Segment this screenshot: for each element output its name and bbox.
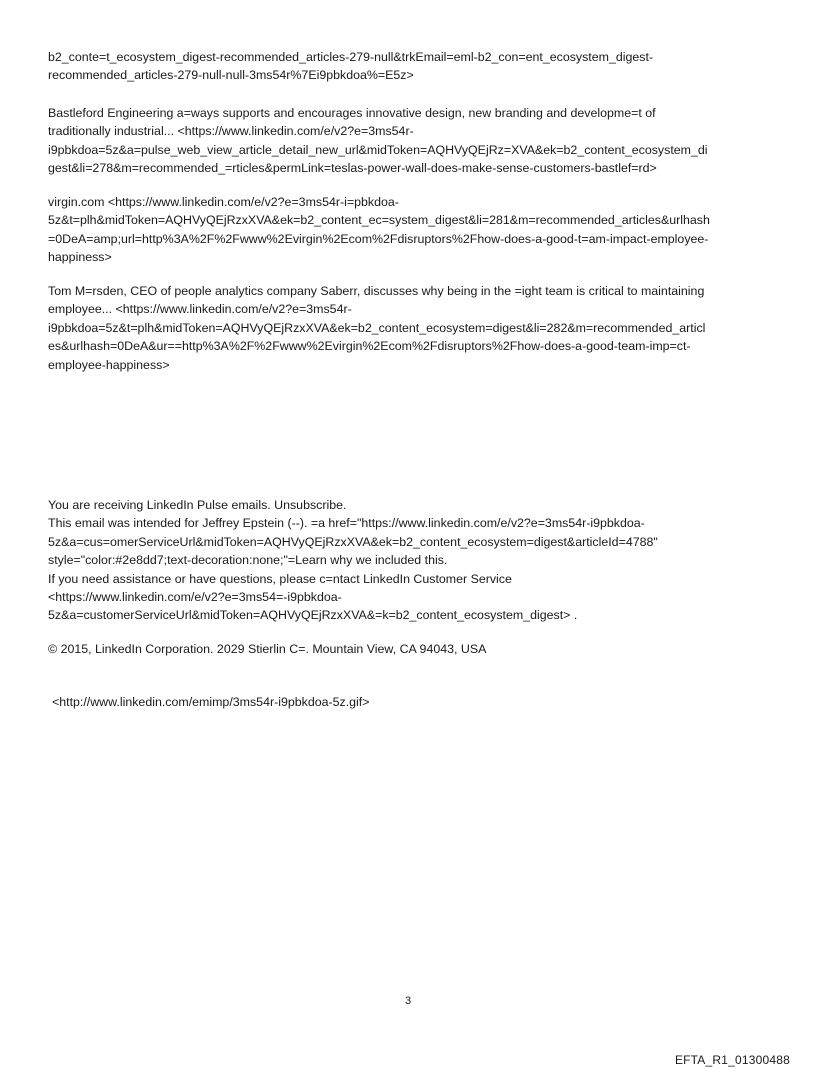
tom-marsden-paragraph — [48, 282, 776, 374]
tom-marsden-line: Tom M=rsden, CEO of people analytics company Saberr, discusses why being in the =ight team is critical to maintaining — [48, 284, 705, 298]
virgin-line: virgin.com <https://www.linkedin.com/e/v2?e=3ms54r-i=pbkdoa- — [48, 195, 399, 209]
bastleford-line: traditionally industrial... <https://www.linkedin.com/e/v2?e=3ms54r- — [48, 124, 414, 139]
footer-line: You are receiving LinkedIn Pulse emails. Unsubscribe. — [48, 498, 347, 512]
footer-line: 5z&a=customerServiceUrl&midToken=AQHVyQEjRzxXVA&=k=b2_content_ecosystem_digest> . — [48, 608, 578, 623]
virgin-line: 5z&t=plh&midToken=AQHVyQEjRzxXVA&ek=b2_content_ec=system_digest&li=281&m=recommended_articles&urlhash — [48, 213, 710, 228]
footer-line: If you need assistance or have questions, please c=ntact LinkedIn Customer Service — [48, 571, 512, 586]
tracking-pixel-link — [52, 693, 780, 711]
footer-line: This email was intended for Jeffrey Epstein (--). =a href="https://www.linkedin.com/e/v2?e=3ms54r-i9pbkdoa- — [48, 516, 645, 531]
tom-marsden-line: i9pbkdoa=5z&t=plh&midToken=AQHVyQEjRzxXVA&ek=b2_content_ecosystem=digest&li=282&m=recommended_articl — [48, 320, 706, 335]
tracking-pixel-text: <http://www.linkedin.com/emimp/3ms54r-i9pbkdoa-5z.gif> — [52, 695, 370, 709]
article-tail-paragraph — [48, 48, 776, 85]
document-id: EFTA_R1_01300488 — [674, 1053, 790, 1067]
tom-marsden-line: es&urlhash=0DeA&ur==http%3A%2F%2Fwww%2Evirgin%2Ecom%2Fdisruptors%2Fhow-does-a-good-team-imp=ct- — [48, 339, 691, 354]
virgin-line: =0DeA=amp;url=http%3A%2F%2Fwww%2Evirgin%2Ecom%2Fdisruptors%2Fhow-does-a-good-t=am-impact-employee- — [48, 231, 709, 246]
bastleford-line: gest&li=278&m=recommended_=rticles&permLink=teslas-power-wall-does-make-sense-customers-bastlef=rd> — [48, 161, 657, 176]
footer-line: <https://www.linkedin.com/e/v2?e=3ms54=-i9pbkdoa- — [48, 590, 342, 605]
article-tail-line: b2_conte=t_ecosystem_digest-recommended_articles-279-null&trkEmail=eml-b2_con=ent_ecosystem_digest- — [48, 50, 654, 64]
footer-line: style="color:#2e8dd7;text-decoration:none;"=Learn why we included this. — [48, 553, 448, 568]
email-footer — [48, 496, 776, 625]
bastleford-paragraph — [48, 104, 776, 178]
tom-marsden-line: employee... <https://www.linkedin.com/e/v2?e=3ms54r- — [48, 302, 352, 317]
article-tail-line: recommended_articles-279-null-null-3ms54r%7Ei9pbkdoa%=E5z> — [48, 68, 414, 83]
bastleford-line: i9pbkdoa=5z&a=pulse_web_view_article_detail_new_url&midToken=AQHVyQEjRz=XVA&ek=b2_content_ecosystem_di — [48, 142, 708, 157]
tom-marsden-line: employee-happiness> — [48, 357, 170, 372]
page-number: 3 — [404, 995, 412, 1007]
virgin-paragraph — [48, 193, 776, 267]
bastleford-line: Bastleford Engineering a=ways supports and encourages innovative design, new branding and developme=t of — [48, 106, 656, 120]
copyright-notice — [48, 640, 776, 658]
virgin-line: happiness> — [48, 250, 112, 265]
footer-line: 5z&a=cus=omerServiceUrl&midToken=AQHVyQEjRzxXVA&ek=b2_content_ecosystem=digest&articleId=4788" — [48, 534, 658, 549]
copyright-text: © 2015, LinkedIn Corporation. 2029 Stierlin C=. Mountain View, CA 94043, USA — [48, 642, 487, 656]
